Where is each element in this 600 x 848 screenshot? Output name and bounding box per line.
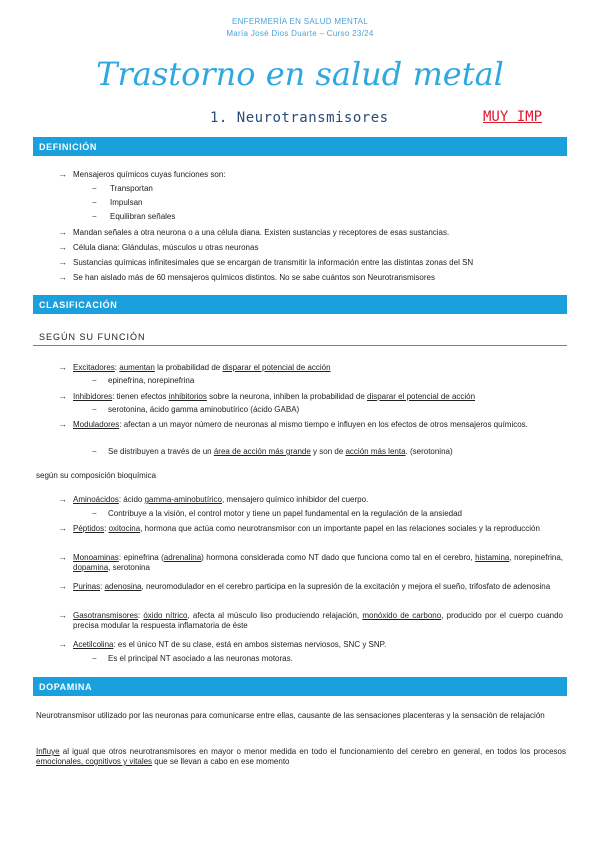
def-line-4: Sustancias químicas infinitesimales que se encargan de transmitir la información entre las distintas zonas del SN: [73, 258, 474, 267]
arrow-icon: →: [58, 257, 67, 267]
excitadores-examples: epinefrina, norepinefrina: [108, 376, 195, 385]
dopamina-heading: DOPAMINA: [33, 677, 567, 696]
arrow-icon: →: [58, 227, 67, 237]
arrow-icon: →: [58, 639, 67, 649]
def-sub-3: Equilibran señales: [110, 212, 176, 221]
arrow-icon: →: [58, 552, 67, 562]
author-header: María José Dios Duarte – Curso 23/24: [226, 29, 374, 38]
definicion-heading: DEFINICIÓN: [33, 137, 567, 156]
aminoacidos-line: Aminoácidos: ácido gamma-aminobutírico, mensajero químico inhibidor del cuerpo.: [73, 495, 369, 504]
def-line-5: Se han aislado más de 60 mensajeros químicos distintos. No se sabe cuántos son Neurotransmisores: [73, 273, 435, 282]
section-subtitle: 1. Neurotransmisores: [210, 110, 389, 126]
gasotransmisores-line: Gasotransmisores: óxido nítrico, afecta al músculo liso produciendo relajación, monóxido de carbono, producido por el cuerpo cuando precisa modular la respuesta inflamatoria de éste: [73, 611, 564, 630]
purinas-line: Purinas: adenosina, neuromodulador en el cerebro participa en la supresión de la excitación y mejora el sueño, trifosfato de adenosina: [73, 582, 551, 591]
segun-funcion-subheading: SEGÚN SU FUNCIÓN: [33, 326, 567, 346]
dash-icon: −: [92, 405, 97, 414]
arrow-icon: →: [58, 169, 67, 179]
arrow-icon: →: [58, 272, 67, 282]
importance-flag: MUY IMP: [483, 109, 543, 125]
dash-icon: −: [92, 509, 97, 518]
monoaminas-line: Monoaminas: epinefrina (adrenalina) hormona considerada como NT dado que funciona como tal en el cerebro, histamina, norepinefrina, dopamina, serotonina: [73, 553, 563, 572]
inhibidores-line: Inhibidores: tienen efectos inhibitorios sobre la neurona, inhiben la probabilidad de disparar el potencial de acción: [73, 392, 476, 401]
arrow-icon: →: [58, 242, 67, 252]
dash-icon: −: [92, 212, 97, 221]
def-line-1: Mensajeros químicos cuyas funciones son:: [73, 170, 226, 179]
dash-icon: −: [92, 447, 97, 456]
dash-icon: −: [92, 184, 97, 193]
acetilcolina-line: Acetilcolina: es el único NT de su clase, está en ambos sistemas nerviosos, SNC y SNP.: [73, 640, 387, 649]
excitadores-line: Excitadores: aumentan la probabilidad de disparar el potencial de acción: [73, 363, 331, 372]
course-header: ENFERMERÍA EN SALUD MENTAL: [231, 17, 369, 26]
dopamina-paragraph-2: Influye al igual que otros neurotransmisores en mayor o menor medida en todo el funcionamiento del cerebro en general, en todos los procesos emocionales, cognitivos y vitales que se llevan a cabo en ese momento: [36, 747, 566, 766]
arrow-icon: →: [58, 581, 67, 591]
dopamina-paragraph-1: Neurotransmisor utilizado por las neuronas para comunicarse entre ellas, causante de las sensaciones placenteras y la sensación de relajación: [36, 711, 545, 720]
def-sub-1: Transportan: [110, 184, 153, 193]
arrow-icon: →: [58, 391, 67, 401]
aminoacidos-detail: Contribuye a la visión, el control motor y tiene un papel fundamental en la regulación de la ansiedad: [108, 509, 462, 518]
arrow-icon: →: [58, 494, 67, 504]
moduladores-line: Moduladores: afectan a un mayor número de neuronas al mismo tiempo e influyen en los efectos de otros mensajeros químicos.: [73, 420, 528, 429]
arrow-icon: →: [58, 362, 67, 372]
peptidos-line: Péptidos: oxitocina, hormona que actúa como neurotransmisor con un importante papel en las relaciones sociales y la reproducción: [73, 524, 540, 533]
dash-icon: −: [92, 654, 97, 663]
acetilcolina-detail: Es el principal NT asociado a las neuronas motoras.: [108, 654, 293, 663]
def-sub-2: Impulsan: [110, 198, 143, 207]
def-line-3: Célula diana: Glándulas, músculos u otras neuronas: [73, 243, 259, 252]
dash-icon: −: [92, 198, 97, 207]
dash-icon: −: [92, 376, 97, 385]
arrow-icon: →: [58, 523, 67, 533]
page-title: Trastorno en salud metal: [96, 55, 504, 93]
inhibidores-examples: serotonina, ácido gamma aminobutírico (ácido GABA): [108, 405, 300, 414]
bioquimica-heading: según su composición bioquímica: [36, 471, 157, 480]
def-line-2: Mandan señales a otra neurona o a una célula diana. Existen sustancias y receptores de esas sustancias.: [73, 228, 450, 237]
moduladores-detail: Se distribuyen a través de un área de acción más grande y son de acción más lenta. (serotonina): [108, 447, 453, 456]
arrow-icon: →: [58, 419, 67, 429]
arrow-icon: →: [58, 610, 67, 620]
clasificacion-heading: CLASIFICACIÓN: [33, 295, 567, 314]
